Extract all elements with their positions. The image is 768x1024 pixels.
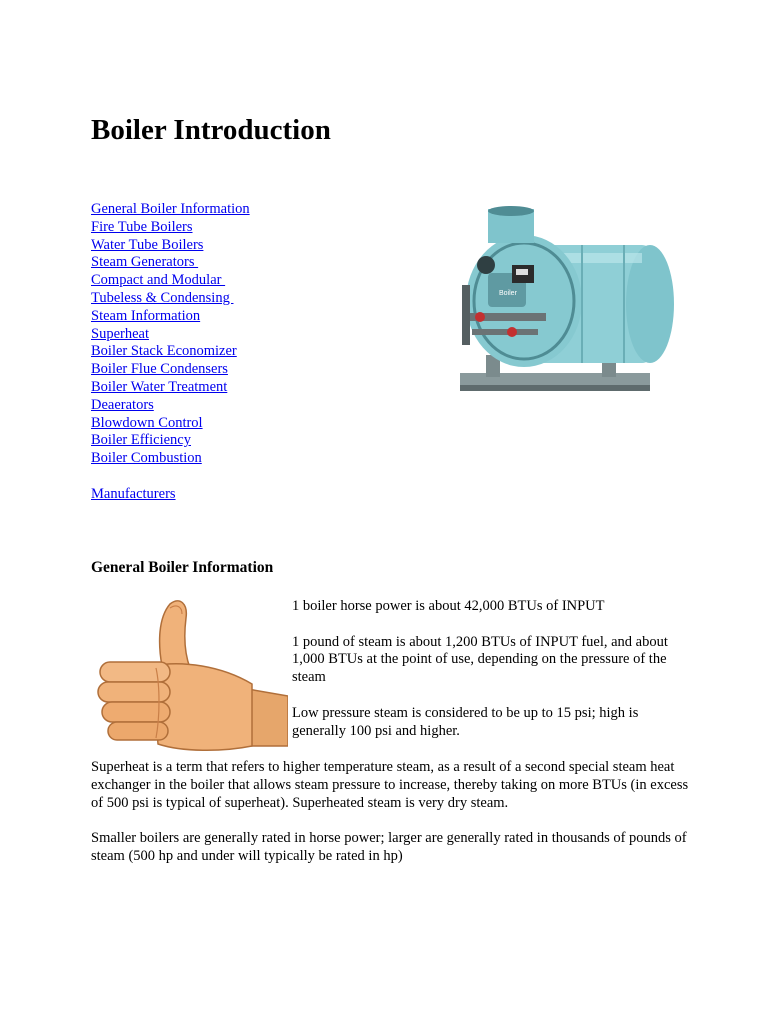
link-boiler-efficiency[interactable]: Boiler Efficiency [91,432,191,449]
body-paragraph: Superheat is a term that refers to higher temperature steam, as a result of a second special steam heat exchanger in the boiler that allows steam pressure to increase, thereby taking on more BTUs (in excess of 500 psi is typical of superheat). Superheated steam is very dry steam. [91,759,689,811]
boiler-nameplate: Boiler [499,290,517,297]
body-paragraph: Smaller boilers are generally rated in horse power; larger are generally rated in thousands of pounds of steam (500 hp and under will typically be rated in hp) [91,830,687,864]
boiler-valve [507,327,517,337]
side-paragraph: Low pressure steam is considered to be up to 15 psi; high is generally 100 psi and higher. [292,704,639,739]
link-steam-generators[interactable]: Steam Generators [91,254,199,271]
page-title: Boiler Introduction [91,114,331,146]
side-text [292,598,692,758]
thumbs-up-icon [92,596,288,758]
link-deaerators[interactable]: Deaerators [91,396,154,413]
boiler-skid-shadow [460,385,650,391]
thumb-finger [100,662,170,682]
boiler-valve [475,312,485,322]
boiler-gas-train [472,329,538,335]
link-steam-information[interactable]: Steam Information [91,307,201,324]
link-tubeless-condensing[interactable]: Tubeless & Condensing [91,289,234,306]
boiler-icon [452,205,680,410]
link-boiler-flue-condensers[interactable]: Boiler Flue Condensers [91,361,228,378]
table-of-contents [91,201,351,503]
link-fire-tube-boilers[interactable]: Fire Tube Boilers [91,218,193,235]
nav-spacer [91,468,351,486]
body-text [91,759,691,884]
link-blowdown-control[interactable]: Blowdown Control [91,414,203,431]
boiler-control-label [516,269,528,275]
thumb-finger [108,722,168,740]
link-water-tube-boilers[interactable]: Water Tube Boilers [91,236,204,253]
link-boiler-water-treatment[interactable]: Boiler Water Treatment [91,378,228,395]
boiler-burner-motor [477,256,495,274]
link-manufacturers[interactable]: Manufacturers [91,485,176,502]
link-superheat[interactable]: Superheat [91,325,149,342]
link-boiler-stack-economizer[interactable]: Boiler Stack Economizer [91,343,237,360]
side-paragraph: 1 boiler horse power is about 42,000 BTUs of INPUT [292,598,605,614]
link-boiler-combustion[interactable]: Boiler Combustion [91,450,202,467]
link-general-boiler-information[interactable]: General Boiler Information [91,201,250,217]
boiler-stack-top [488,206,534,216]
thumb-digit [160,601,190,668]
side-paragraph: 1 pound of steam is about 1,200 BTUs of INPUT fuel, and about 1,000 BTUs at the point of use, depending on the pressure of the steam [292,633,668,686]
link-compact-and-modular[interactable]: Compact and Modular [91,272,226,289]
thumb-finger [102,702,170,722]
section-heading: General Boiler Information [91,559,274,576]
boiler-pipe [462,285,470,345]
